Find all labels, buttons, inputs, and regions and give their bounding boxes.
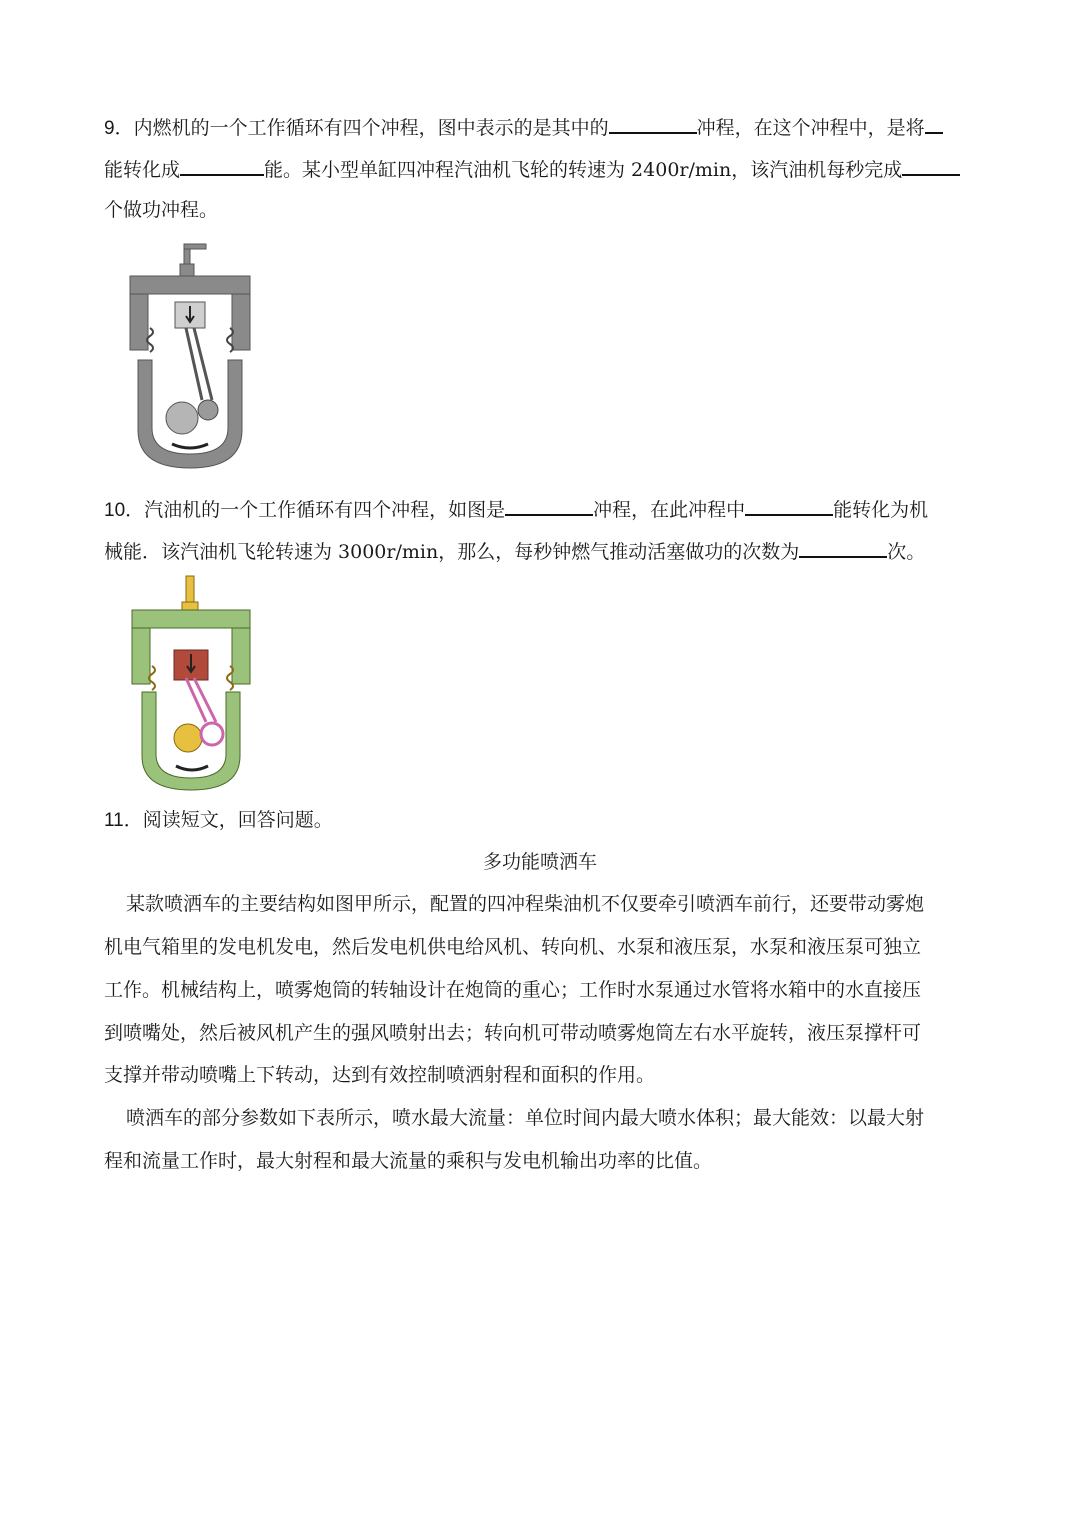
q10-text-4: 械能．该汽油机飞轮转速为 3000r/min，那么，每秒钟燃气推动活塞做功的次数为: [104, 541, 800, 563]
q11-intro: 阅读短文，回答问题。: [142, 809, 333, 831]
q9-line-1: [104, 114, 943, 141]
q9-text-1: 内燃机的一个工作循环有四个冲程，图中表示的是其中的: [133, 117, 609, 139]
q10-text-2: 冲程，在此冲程中: [593, 499, 746, 521]
q9-line-2: [104, 156, 960, 182]
q10-line-1: [104, 496, 928, 523]
q10-line-2: [104, 538, 925, 564]
q11-line-intro: [104, 808, 333, 833]
article-title: 多功能喷洒车: [482, 851, 597, 873]
q10-text-3: 能转化为机: [833, 499, 929, 521]
q10-blank-2[interactable]: [745, 496, 833, 516]
p1-line-1: 某款喷洒车的主要结构如图甲所示，配置的四冲程柴油机不仅要牵引喷洒车前行，还要带动雾炮: [126, 893, 925, 915]
q10-blank-1[interactable]: [505, 496, 593, 516]
p1-line-4: 到喷嘴处，然后被风机产生的强风喷射出去；转向机可带动喷雾炮筒左右水平旋转，液压泵撑杆可: [104, 1022, 922, 1044]
q9-number: 9．: [104, 118, 134, 139]
q9-line-3: [104, 198, 218, 222]
p1-line-3: 工作。机械结构上，喷雾炮筒的转轴设计在炮筒的重心；工作时水泵通过水管将水箱中的水直接压: [104, 979, 922, 1001]
p2-line-1: 喷洒车的部分参数如下表所示，喷水最大流量：单位时间内最大喷水体积；最大能效：以最大射: [126, 1107, 925, 1129]
q9-blank-2[interactable]: [925, 114, 943, 134]
q9-text-3: 能转化成: [104, 159, 181, 181]
q9-blank-4[interactable]: [902, 156, 960, 176]
p1-line-2: 机电气箱里的发电机发电，然后发电机供电给风机、转向机、水泵和液压泵，水泵和液压泵可独立: [104, 936, 922, 958]
q11-number: 11．: [104, 810, 143, 831]
q10-text-1: 汽油机的一个工作循环有四个冲程，如图是: [144, 499, 506, 521]
engine-figure-green: [122, 574, 262, 796]
q9-blank-1[interactable]: [609, 114, 697, 134]
q9-text-4: 能。某小型单缸四冲程汽油机飞轮的转速为 2400r/min，该汽油机每秒完成: [264, 159, 903, 181]
q9-text-5: 个做功冲程。: [104, 199, 219, 221]
q9-text-2: 冲程，在这个冲程中，是将: [696, 117, 925, 139]
p2-line-2: 程和流量工作时，最大射程和最大流量的乘积与发电机输出功率的比值。: [104, 1150, 713, 1172]
q10-blank-3[interactable]: [799, 538, 887, 558]
p1-line-5: 支撑并带动喷嘴上下转动，达到有效控制喷洒射程和面积的作用。: [104, 1064, 656, 1086]
engine-figure-gray: [120, 240, 260, 472]
q10-text-5: 次。: [887, 541, 926, 563]
q10-number: 10．: [104, 500, 145, 521]
q9-blank-3[interactable]: [180, 156, 264, 176]
